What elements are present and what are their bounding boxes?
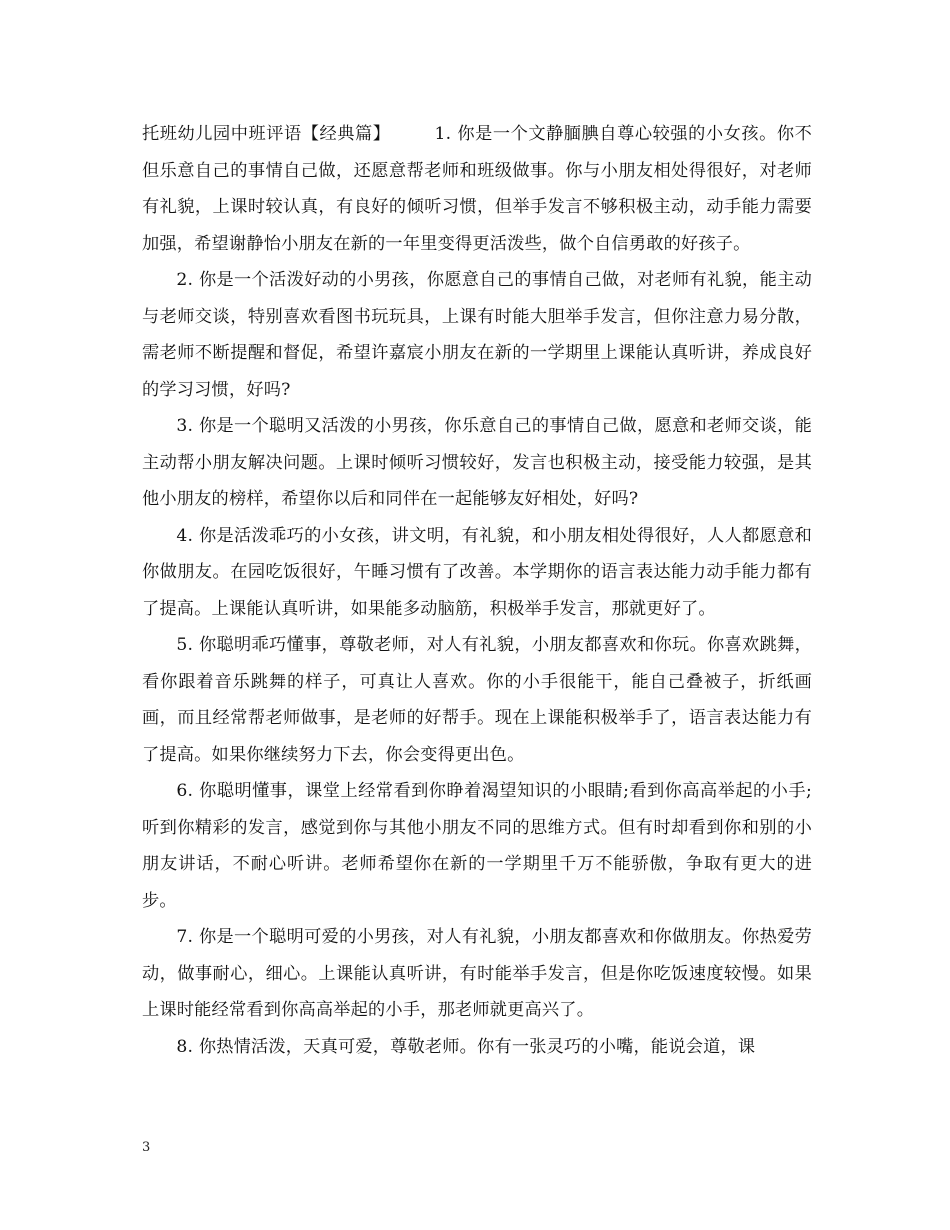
comment-item-8: 8. 你热情活泼，天真可爱，尊敬老师。你有一张灵巧的小嘴，能说会道，课 [176, 1036, 756, 1057]
comment-item-7: 7. 你是一个聪明可爱的小男孩，对人有礼貌，小朋友都喜欢和你做朋友。你热爱劳动，做事耐心，细心。上课能认真听讲，有时能举手发言，但是你吃饭速度较慢。如果上课时能经常看到你高高举起的小手，那老师就更高兴了。 [142, 927, 812, 1020]
first-paragraph [142, 116, 812, 262]
comment-item-2: 2. 你是一个活泼好动的小男孩，你愿意自己的事情自己做，对老师有礼貌，能主动与老师交谈，特别喜欢看图书玩玩具，上课有时能大胆举手发言，但你注意力易分散，需老师不断提醒和督促，希望许嘉宸小朋友在新的一学期里上课能认真听讲，养成良好的学习习惯，好吗? [142, 270, 812, 400]
page-number: 3 [142, 1140, 151, 1155]
comment-item-4: 4. 你是活泼乖巧的小女孩，讲文明，有礼貌，和小朋友相处得很好，人人都愿意和你做朋友。在园吃饭很好，午睡习惯有了改善。本学期你的语言表达能力动手能力都有了提高。上课能认真听讲，如果能多动脑筋，积极举手发言，那就更好了。 [142, 525, 812, 619]
document-body [142, 116, 812, 1065]
comment-item-3: 3. 你是一个聪明又活泼的小男孩，你乐意自己的事情自己做，愿意和老师交谈，能主动帮小朋友解决问题。上课时倾听习惯较好，发言也积极主动，接受能力较强，是其他小朋友的榜样，希望你以后和同伴在一起能够友好相处，好吗? [142, 416, 812, 509]
document-title: 托班幼儿园中班评语【经典篇】 [142, 124, 391, 144]
comment-item-6: 6. 你聪明懂事，课堂上经常看到你睁着渴望知识的小眼睛;看到你高高举起的小手;听到你精彩的发言，感觉到你与其他小朋友不同的思维方式。但有时却看到你和别的小朋友讲话，不耐心听讲。老师希望你在新的一学期里千万不能骄傲，争取有更大的进步。 [142, 781, 812, 911]
comment-item-5: 5. 你聪明乖巧懂事，尊敬老师，对人有礼貌，小朋友都喜欢和你玩。你喜欢跳舞，看你跟着音乐跳舞的样子，可真让人喜欢。你的小手很能干，能自己叠被子，折纸画画，而且经常帮老师做事，是老师的好帮手。现在上课能积极举手了，语言表达能力有了提高。如果你继续努力下去，你会变得更出色。 [142, 635, 812, 765]
comment-item-1: 1. 你是一个文静腼腆自尊心较强的小女孩。你不但乐意自己的事情自己做，还愿意帮老师和班级做事。你与小朋友相处得很好，对老师有礼貌，上课时较认真，有良好的倾听习惯，但举手发言不够积极主动，动手能力需要加强，希望谢静怡小朋友在新的一年里变得更活泼些，做个自信勇敢的好孩子。 [142, 124, 812, 254]
